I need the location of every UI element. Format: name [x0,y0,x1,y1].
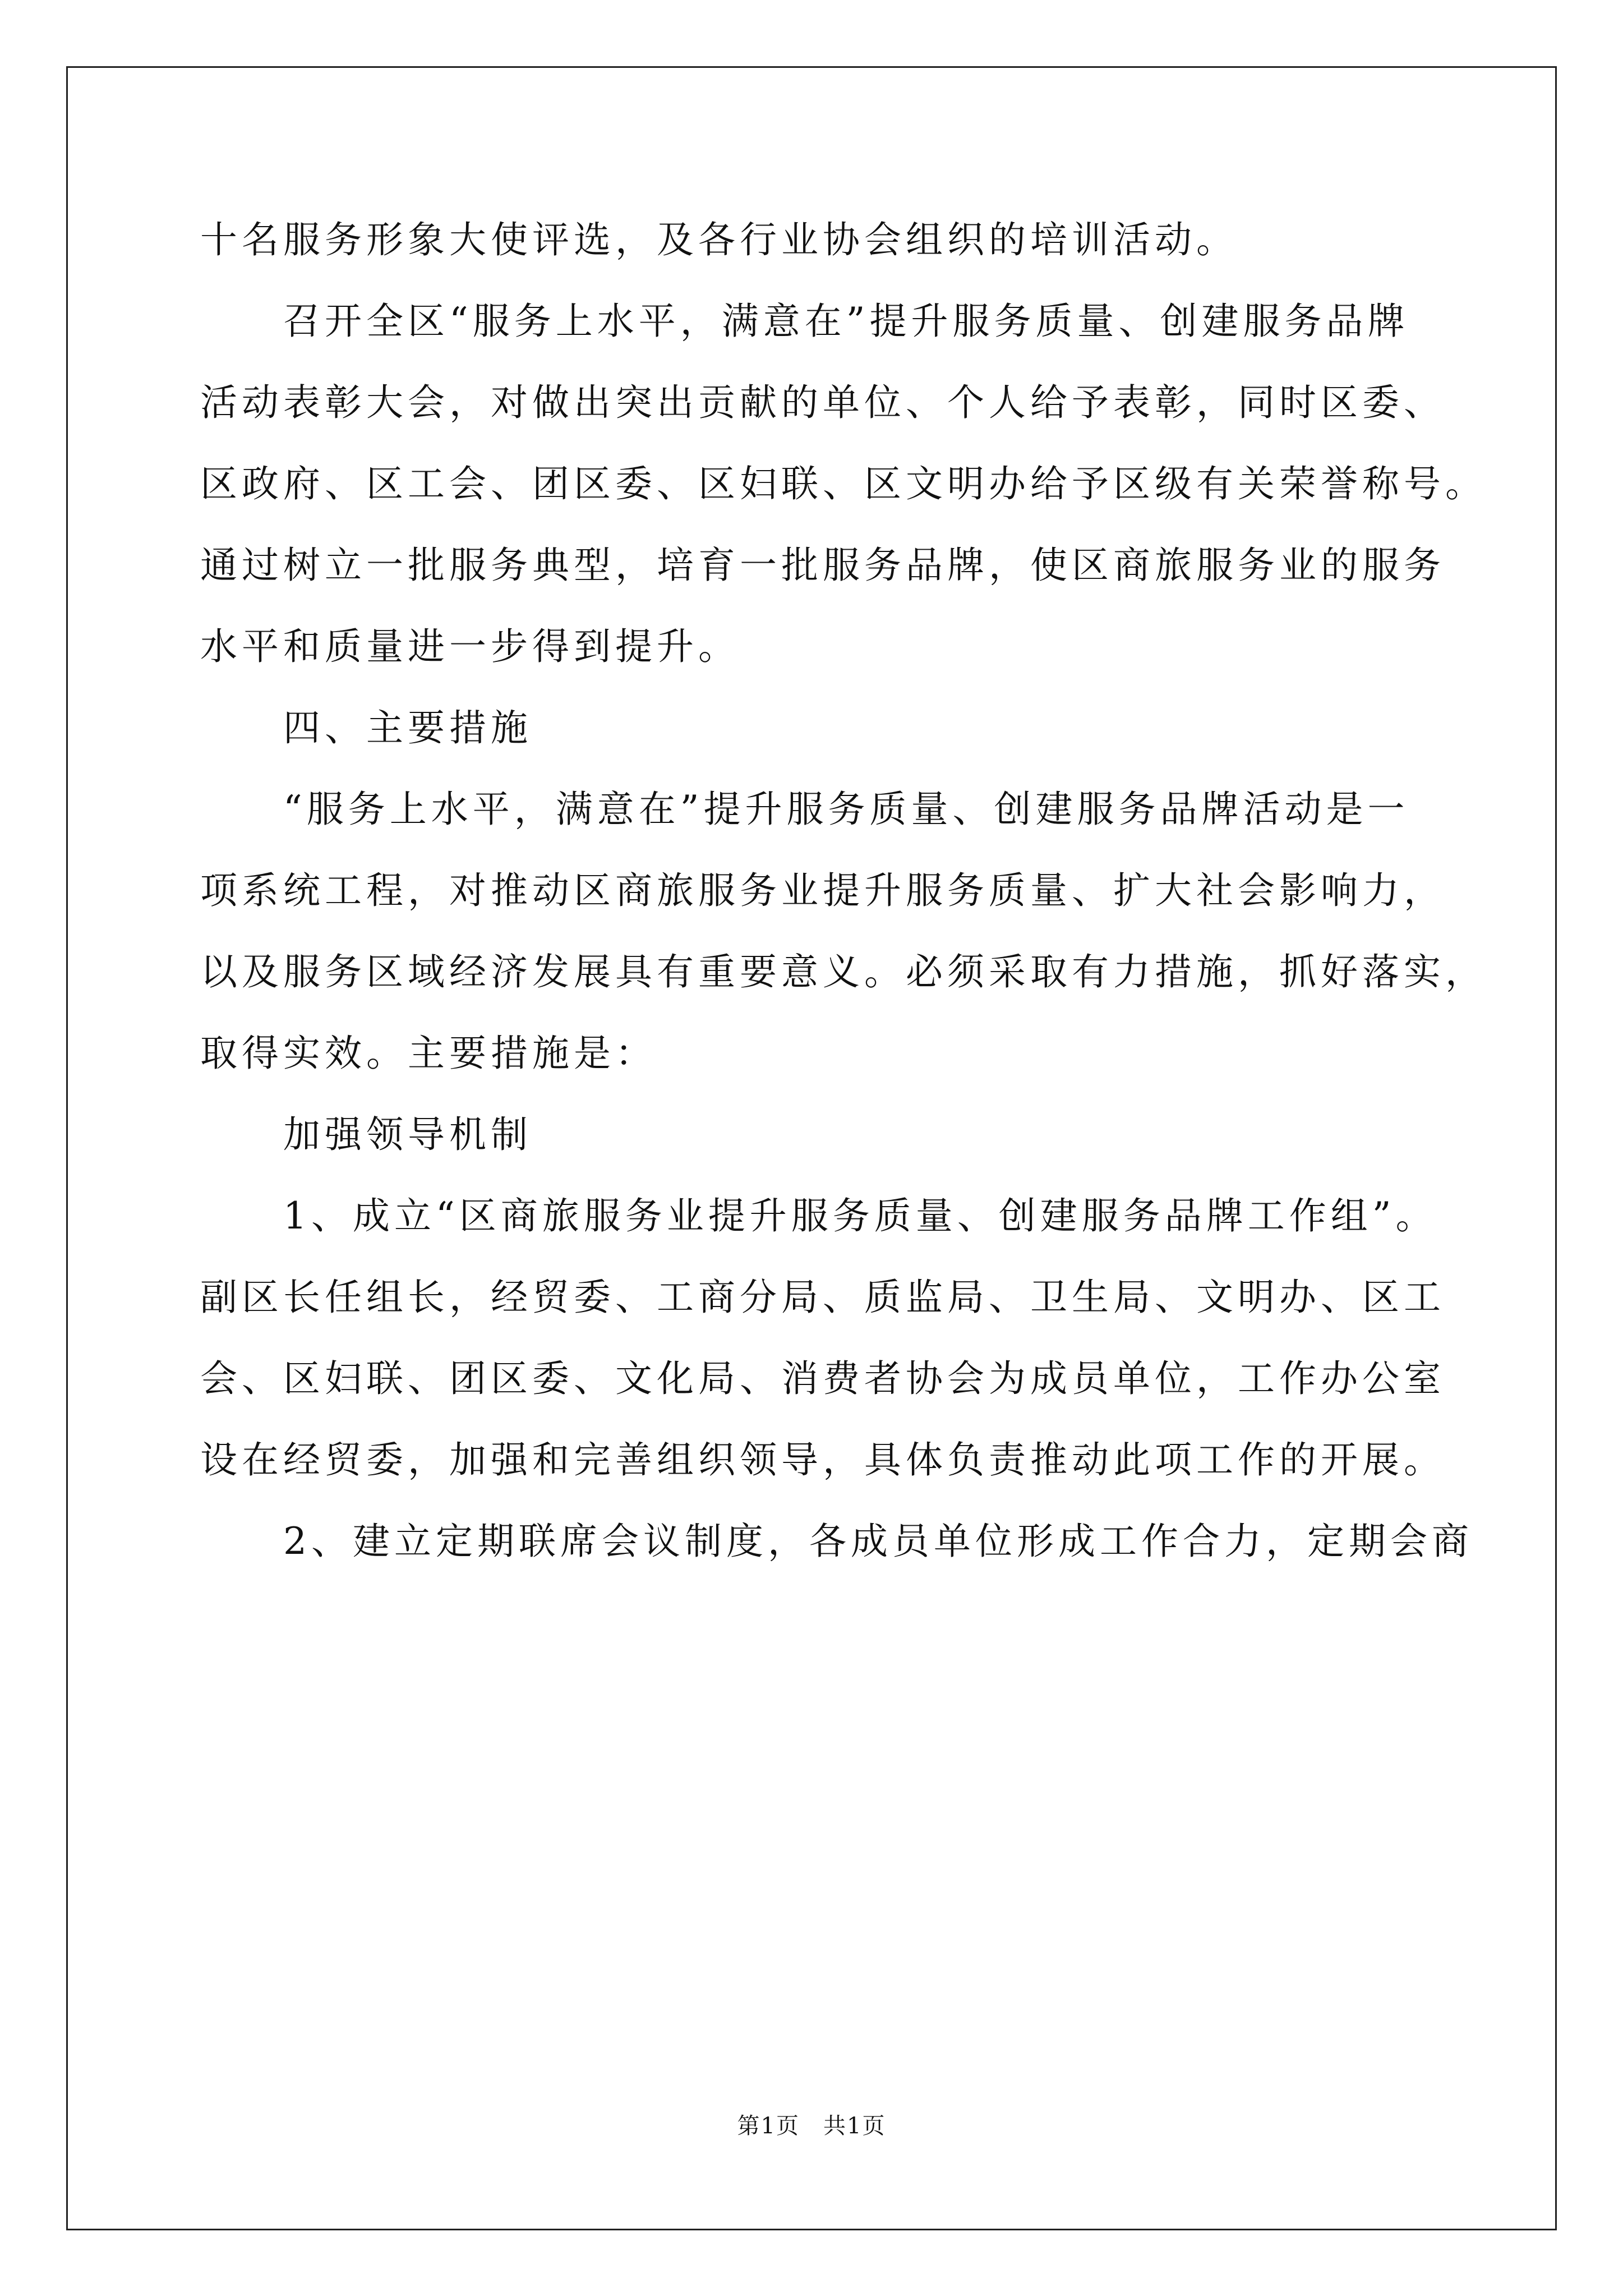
body-text-line: 十名服务形象大使评选，及各行业协会组织的培训活动。 [200,218,1238,261]
body-text-line: 以及服务区域经济发展具有重要意义。必须采取有力措施，抓好落实， [200,950,1487,993]
document-body [200,199,1487,1582]
body-text-line: 通过树立一批服务典型，培育一批服务品牌，使区商旅服务业的服务 [200,544,1445,587]
body-text-line: 取得实效。主要措施是： [200,1032,657,1075]
body-text-line: 设在经贸委，加强和完善组织领导，具体负责推动此项工作的开展。 [200,1438,1445,1481]
paragraph-start-line: “服务上水平，满意在”提升服务质量、创建服务品牌活动是一 [283,788,1409,831]
body-text-line: 区政府、区工会、团区委、区妇联、区文明办给予区级有关荣誉称号。 [200,462,1487,505]
body-text-line: 副区长任组长，经贸委、工商分局、质监局、卫生局、文明办、区工 [200,1276,1445,1319]
body-text-line: 水平和质量进一步得到提升。 [200,625,740,668]
paragraph-start-line: 2、建立定期联席会议制度，各成员单位形成工作合力，定期会商 [283,1520,1473,1563]
body-text-line: 会、区妇联、团区委、文化局、消费者协会为成员单位，工作办公室 [200,1357,1445,1400]
body-text-line: 活动表彰大会，对做出突出贡献的单位、个人给予表彰，同时区委、 [200,381,1445,424]
section-heading: 四、主要措施 [283,706,532,749]
paragraph-start-line: 1、成立“区商旅服务业提升服务质量、创建服务品牌工作组”。 [283,1194,1437,1237]
paragraph-start-line: 召开全区“服务上水平，满意在”提升服务质量、创建服务品牌 [283,300,1409,343]
body-text-line: 项系统工程，对推动区商旅服务业提升服务质量、扩大社会影响力， [200,869,1445,912]
subsection-heading: 加强领导机制 [283,1113,532,1156]
page-number-footer: 第1页 共1页 [737,2113,886,2139]
